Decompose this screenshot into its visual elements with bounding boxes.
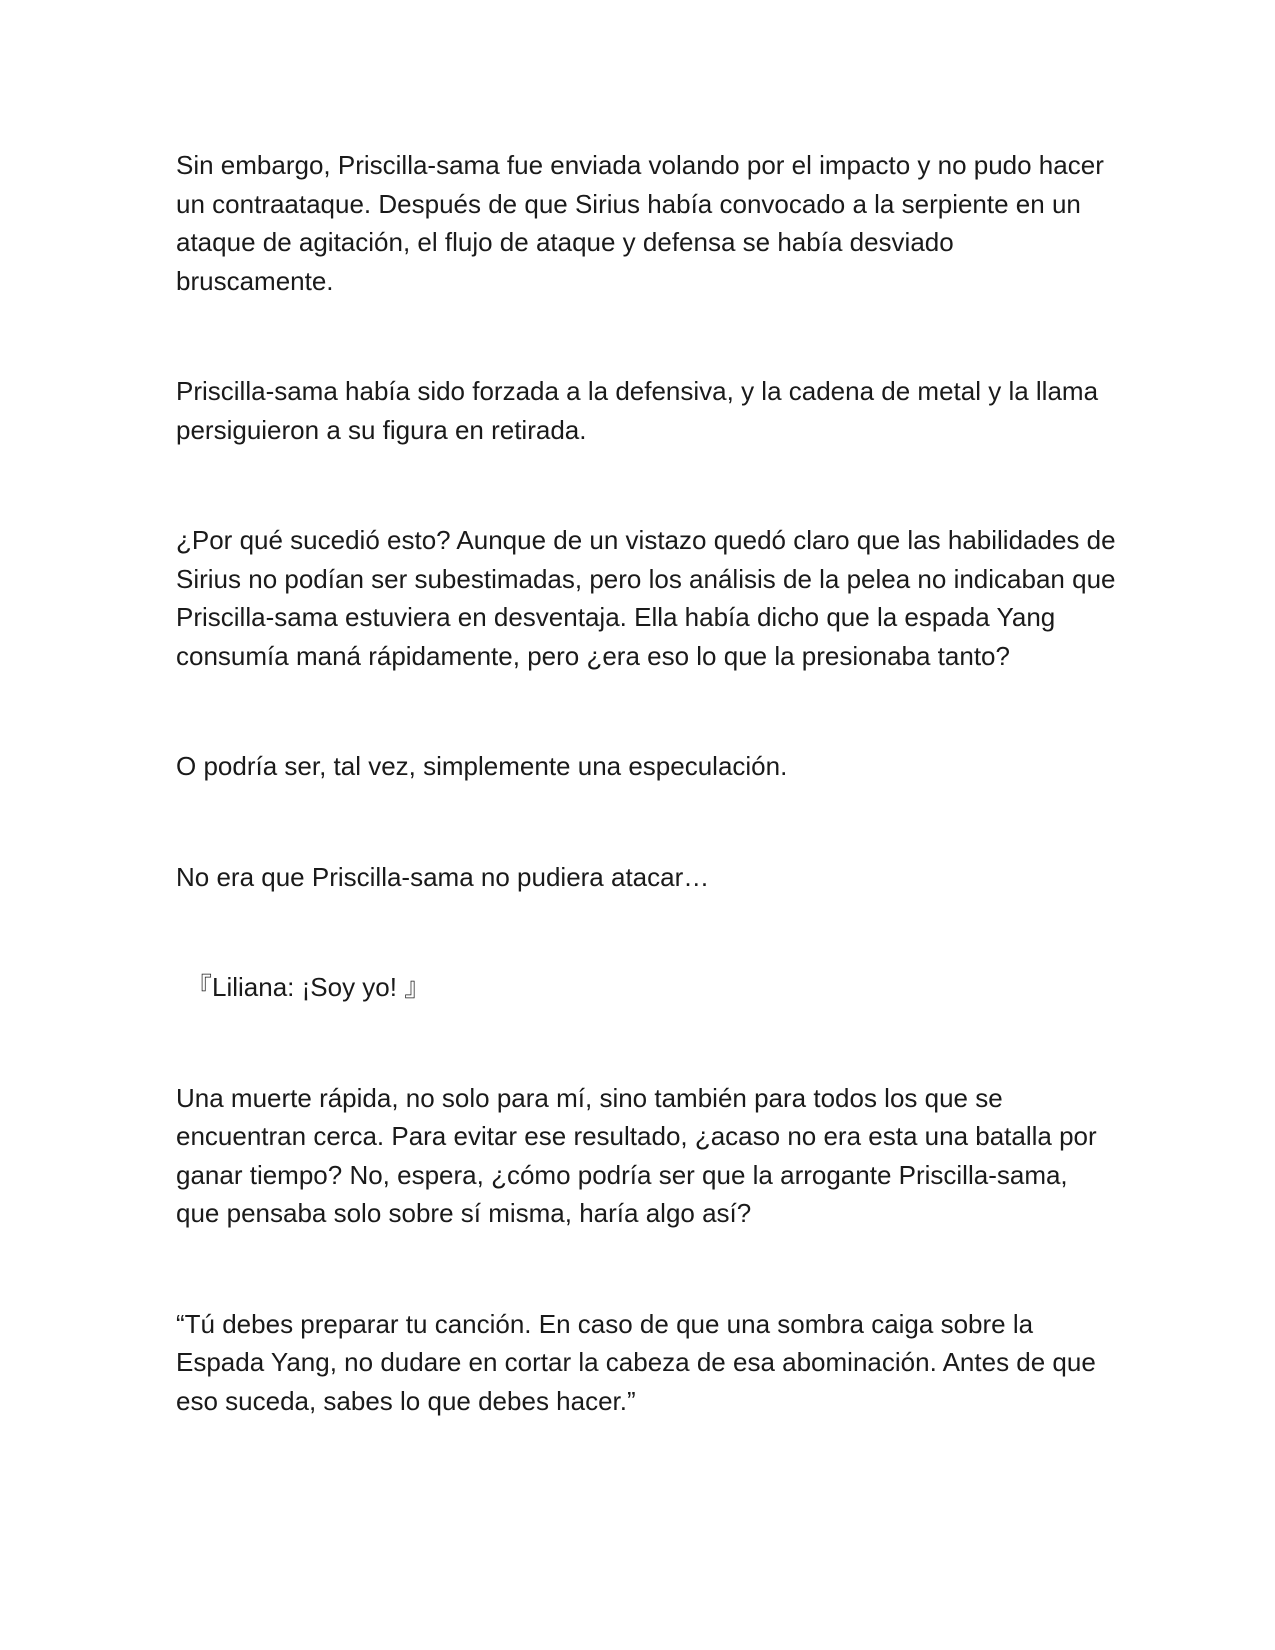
paragraph-3: ¿Por qué sucedió esto? Aunque de un vistazo quedó claro que las habilidades de Sirius no podían ser subestimadas, pero los análisis de la pelea no indicaban que Priscilla-sama estuviera en desventaja. Ella había dicho que la espada Yang consumía maná rápidamente, pero ¿era eso lo que la presionaba tanto?	[176, 525, 1116, 671]
dialogue-line: 『Liliana: ¡Soy yo! 』	[186, 972, 431, 1002]
paragraph-5: No era que Priscilla-sama no pudiera atacar…	[176, 861, 710, 892]
paragraph-8: “Tú debes preparar tu canción. En caso de que una sombra caiga sobre la Espada Yang, no dudare en cortar la cabeza de esa abominación. Antes de que eso suceda, sabes lo que debes hacer.”	[176, 1308, 1096, 1416]
paragraph-4: O podría ser, tal vez, simplemente una especulación.	[176, 751, 788, 781]
paragraph-1: Sin embargo, Priscilla-sama fue enviada volando por el impacto y no pudo hacer un contraataque. Después de que Sirius había convocado a la serpiente en un ataque de agitación, el flujo de ataque y defensa se había desviado bruscamente.	[176, 150, 1104, 296]
paragraph-2: Priscilla-sama había sido forzada a la defensiva, y la cadena de metal y la llama persiguieron a su figura en retirada.	[176, 376, 1099, 445]
paragraph-7: Una muerte rápida, no solo para mí, sino también para todos los que se encuentran cerca. Para evitar ese resultado, ¿acaso no era esta una batalla por ganar tiempo? No, espera, ¿cómo podría ser que la arrogante Priscilla-sama, que pensaba solo sobre sí misma, haría algo así?	[176, 1082, 1097, 1228]
body-text	[176, 146, 1116, 1492]
